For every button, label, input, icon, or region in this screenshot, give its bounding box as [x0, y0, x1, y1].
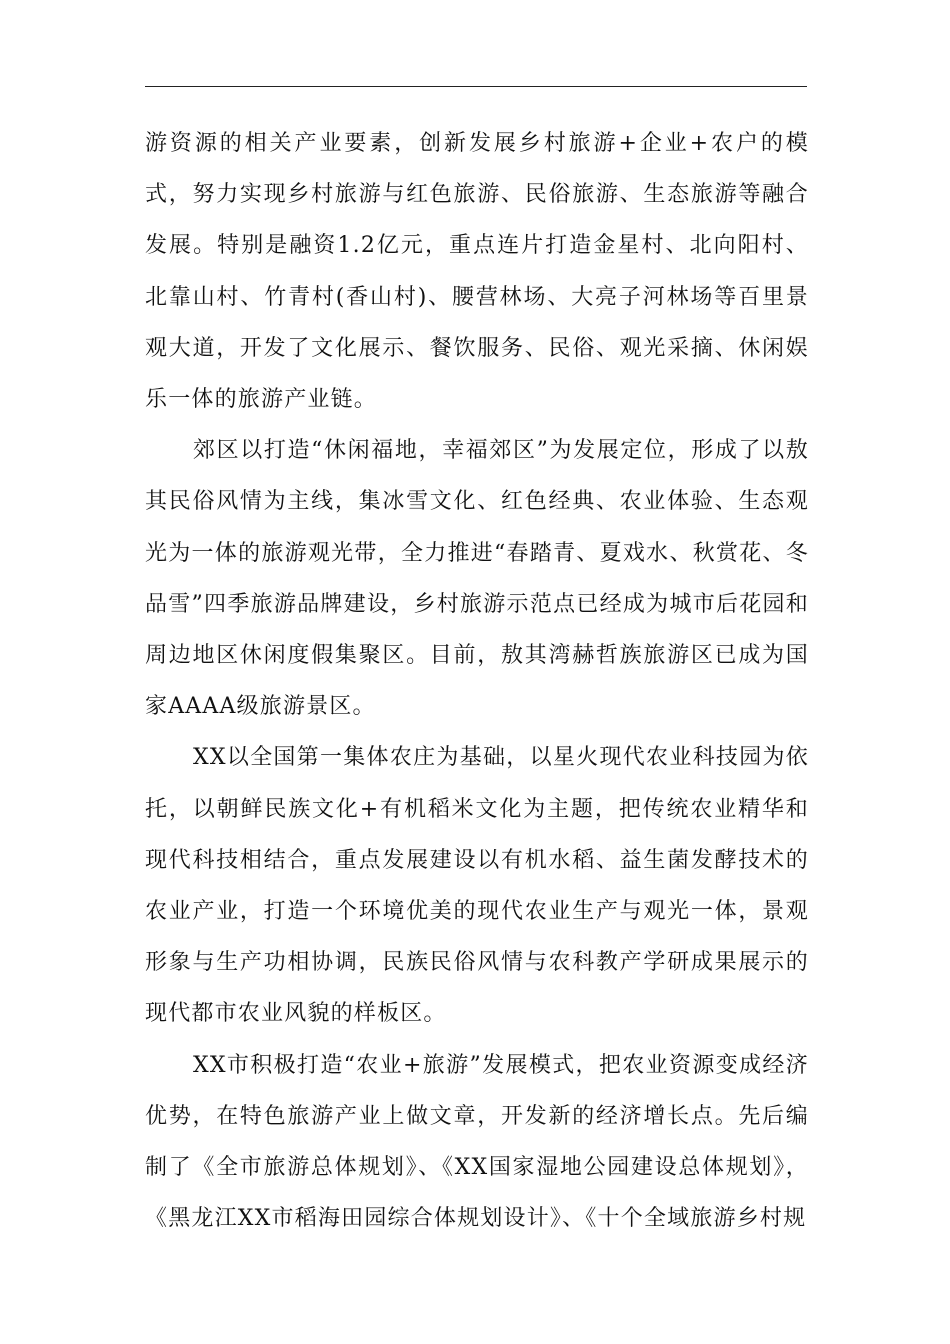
paragraph-suburb-tourism: 郊区以打造“休闲福地，幸福郊区”为发展定位，形成了以敖其民俗风情为主线，集冰雪文化、红色经典、农业体验、生态观光为一体的旅游观光带，全力推进“春踏青、夏戏水、秋赏花、冬品雪”四季旅游品牌建设，乡村旅游示范点已经成为城市后花园和周边地区休闲度假集聚区。目前，敖其湾赫哲族旅游区已成为国家AAAA级旅游景区。	[145, 438, 809, 720]
document-body	[145, 118, 809, 1244]
paragraph-continuation: 游资源的相关产业要素，创新发展乡村旅游+企业+农户的模式，努力实现乡村旅游与红色旅游、民俗旅游、生态旅游等融合发展。特别是融资1.2亿元，重点连片打造金星村、北向阳村、北靠山村、竹青村(香山村)、腰营林场、大亮子河林场等百里景观大道，开发了文化展示、餐饮服务、民俗、观光采摘、休闲娱乐一体的旅游产业链。	[145, 131, 809, 413]
paragraph-collective-farm: XX以全国第一集体农庄为基础，以星火现代农业科技园为依托，以朝鲜民族文化+有机稻米文化为主题，把传统农业精华和现代科技相结合，重点发展建设以有机水稻、益生菌发酵技术的农业产业，打造一个环境优美的现代农业生产与观光一体，景观形象与生产功相协调，民族民俗风情与农科教产学研成果展示的现代都市农业风貌的样板区。	[145, 745, 809, 1027]
paragraph-agri-tourism-model: XX市积极打造“农业+旅游”发展模式，把农业资源变成经济优势，在特色旅游产业上做文章，开发新的经济增长点。先后编制了《全市旅游总体规划》、《XX国家湿地公园建设总体规划》，《黑龙江XX市稻海田园综合体规划设计》、《十个全域旅游乡村规	[145, 1052, 809, 1232]
header-divider	[145, 86, 807, 87]
